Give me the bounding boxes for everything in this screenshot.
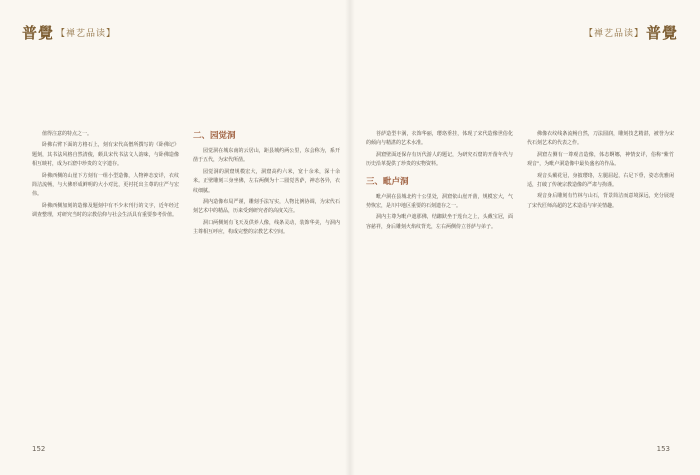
text-columns-left (32, 130, 340, 435)
page-number: 153 (656, 445, 670, 453)
paragraph: 洞窟壁面还保存有历代游人的题记，为研究石窟的开凿年代与历史沿革提供了珍贵的实物资料。 (366, 151, 513, 168)
paragraph: 值得注意的特点之一。 (42, 131, 93, 137)
magazine-logo: 普覺 (22, 24, 55, 42)
paragraph: 卧佛西侧加刻的造像及题刻中有不少未刊行的文字，近年经过调查整理，对研究当时的宗教信仰与社会生活具有重要参考价值。 (32, 202, 179, 219)
column-right-1 (366, 130, 513, 435)
section-heading: 二、园觉洞 (193, 131, 236, 141)
paragraph: 洞口两侧刻有飞天及供养人像，线条灵动，装饰华美，与洞内主尊相互呼应，构成完整的宗教艺术空间。 (193, 219, 340, 236)
column-left-1 (32, 130, 179, 435)
section-tag: 【禅艺品读】 (583, 29, 644, 39)
paragraph: 观音头戴花冠，身披璎珞，左腿屈起，右足下垂，姿态优雅闲适，打破了传统宗教造像的严肃与拘谨。 (527, 172, 674, 189)
text-columns-right (366, 130, 674, 435)
paragraph: 洞内主尊为毗卢遮那佛，结跏趺坐于莲台之上，头戴宝冠，面容慈祥，身后雕刻火焰纹背光，左右两侧侍立菩萨与弟子。 (366, 214, 513, 230)
magazine-logo: 普覺 (645, 24, 678, 42)
right-page (350, 0, 700, 475)
paragraph: 园觉洞的洞窟规模宏大，洞窟高约六米，宽十余米，深十余米。正壁雕刻三身坐佛，左右两侧为十二圆觉菩萨，神态各异，衣纹细腻。 (193, 168, 340, 194)
section-tag: 【禅艺品读】 (56, 29, 117, 39)
paragraph: 毗卢洞在县城北约十公里处，洞窟依山崖开凿，规模宏大，气势恢宏，是川中地区重要的石刻遗存之一。 (366, 193, 513, 210)
paragraph: 园觉洞在城东南的云居山，距县城约两公里，东会称为，系开凿于五代，为宋代所凿。 (193, 148, 340, 164)
running-head-right (584, 22, 678, 43)
column-right-2 (527, 130, 674, 435)
paragraph: 洞内造像布局严谨，雕刻手法写实，人物比例协调，为宋代石刻艺术中的精品，历来受到研究者的高度关注。 (193, 199, 340, 215)
paragraph: 佛像衣纹线条流畅自然，刀法圆润，雕刻技艺精湛，被誉为宋代石刻艺术的代表之作。 (527, 131, 674, 147)
section-heading: 三、毗卢洞 (366, 176, 409, 187)
paragraph: 卧佛西侧的山崖下方刻有一组小型造像，人物神态安详，衣纹简洁流畅，与大佛形成鲜明的大小对比，更衬托出主尊的庄严与宏伟。 (32, 172, 179, 198)
paragraph: 观音身后雕刻有竹林与山石，背景简洁而意境深远，充分展现了宋代匠师高超的艺术造诣与审美情趣。 (527, 193, 674, 209)
paragraph: 菩萨造型丰满，衣饰华丽，璎珞垂挂，体现了宋代造像世俗化的倾向与精湛的艺术水准。 (366, 131, 513, 147)
page-number: 152 (32, 445, 46, 453)
paragraph: 洞窟左侧有一尊观音造像，体态婀娜，神情安详，俗称"紫竹观音"，为毗卢洞造像中最负盛名的作品。 (527, 151, 674, 168)
column-left-2 (193, 130, 340, 435)
running-head-left (22, 22, 116, 43)
paragraph: 卧佛右臂下面的方格石上，刻有宋代高僧所撰写的《卧佛记》题刻，其书法风格自然清俊，颇具宋代书法文人韵味，与卧佛造像相互映衬，成为石窟中珍贵的文字遗存。 (32, 142, 179, 168)
